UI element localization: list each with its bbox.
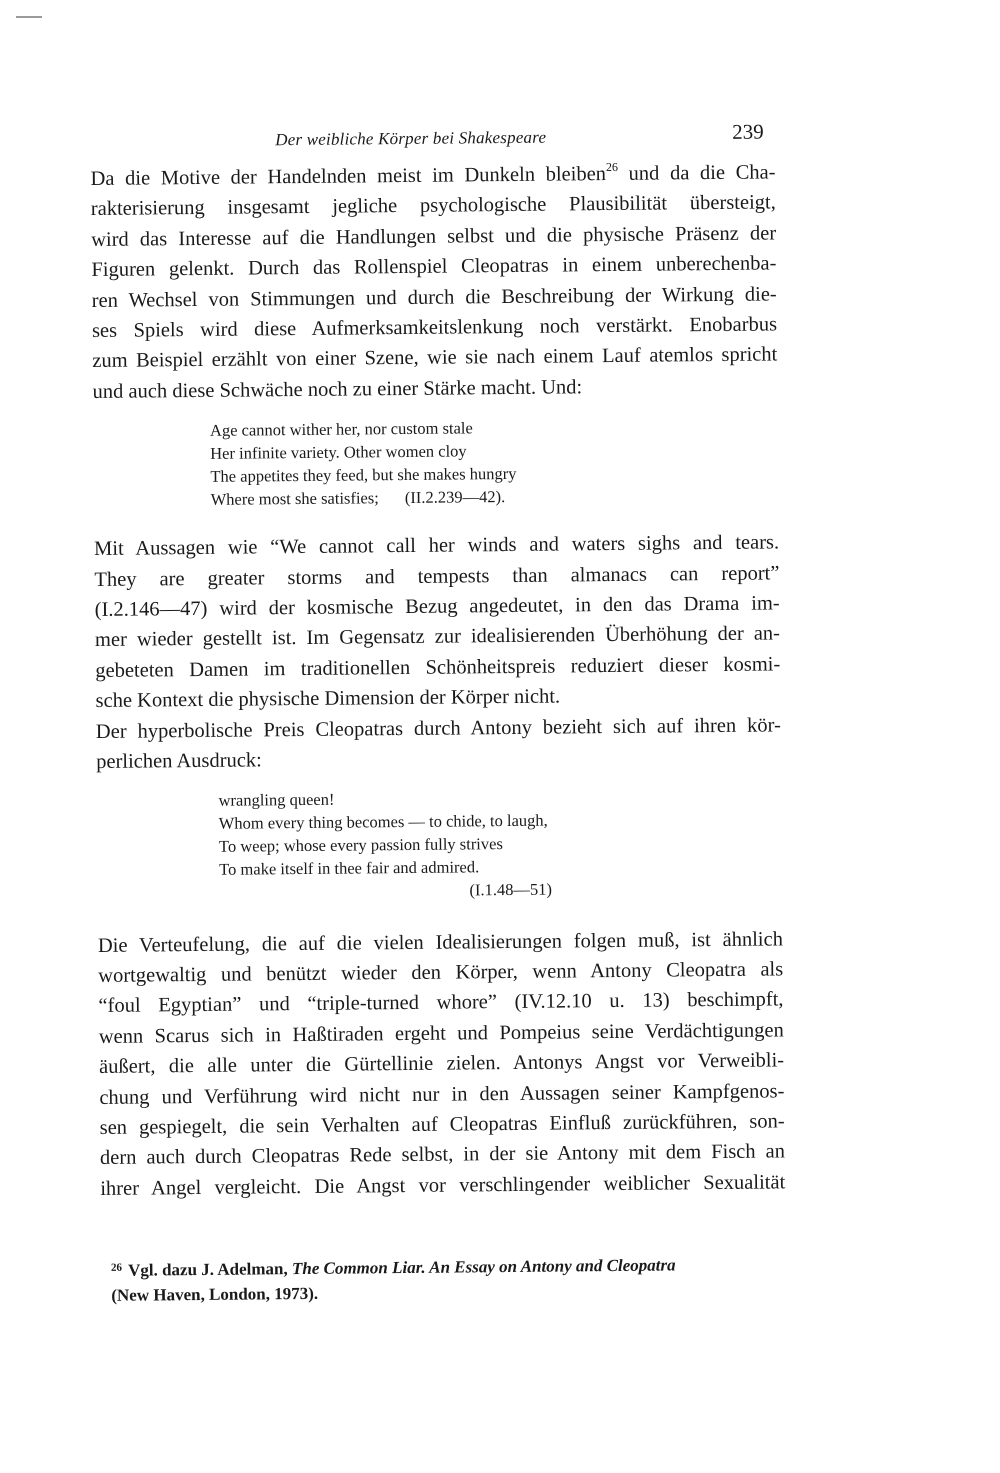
running-title: Der weibliche Körper bei Shakespeare	[275, 127, 547, 150]
paragraph-2	[94, 528, 781, 717]
verse-line: The appetites they feed, but she makes hungry	[210, 464, 517, 487]
text-line: und auch diese Schwäche noch zu einer Stärke macht. Und:	[92, 376, 583, 403]
text-line: “foul Egyptian” und “triple-turned whore” (IV.12.10 u. 13) beschimpft,	[98, 988, 784, 1018]
paragraph-3	[96, 710, 782, 777]
text-line: wird das Interesse auf die Handlungen selbst und die physische Präsenz der	[91, 222, 777, 251]
verse-line: Where most she satisfies; (II.2.239—42).	[210, 487, 506, 510]
scan-artifact-mark	[16, 16, 42, 18]
text-line: sen gespiegelt, die sein Verhalten auf Cleopatras Einfluß zurückführen, son-	[99, 1110, 785, 1139]
text-line: Mit Aussagen wie “We cannot call her winds and waters sighs and tears.	[94, 531, 780, 561]
text-line: ihrer Angel vergleicht. Die Angst vor verschlingender weiblicher Sexualität	[100, 1171, 786, 1200]
text-line: äußert, die alle unter die Gürtellinie zielen. Antonys Angst vor Verweibli-	[98, 1049, 785, 1079]
text-line: Der hyperbolische Preis Cleopatras durch Antony bezieht sich auf ihren kör-	[95, 714, 781, 743]
text-line: zum Beispiel erzählt von einer Szene, wie sie nach einem Lauf atemlos spricht	[92, 343, 778, 373]
text-line: chung und Verführung wird nicht nur in den Aussagen seiner Kampfgenos-	[99, 1079, 785, 1109]
footnote-number: 26	[110, 1261, 123, 1275]
text-line: (I.2.146—47) wird der kosmische Bezug angedeutet, in den das Drama im-	[94, 592, 780, 622]
text-line: perlichen Ausdruck:	[96, 749, 262, 774]
paragraph-4	[98, 924, 786, 1204]
text-line: ren Wechsel von Stimmungen und durch die Beschreibung der Wirkung die-	[91, 283, 777, 312]
verse-line: To make itself in thee fair and admired.	[219, 856, 480, 879]
verse-line: To weep; whose every passion fully strives	[218, 833, 503, 856]
footnote-reference: 26	[605, 159, 618, 175]
verse-line: wrangling queen!	[218, 789, 335, 810]
verse-line: Her infinite variety. Other women cloy	[210, 441, 467, 464]
text-line: They are greater storms and tempests than almanacs can report”	[94, 562, 780, 591]
text-line: sche Kontext die physische Dimension der Körper nicht.	[95, 685, 561, 713]
text-line: Figuren gelenkt. Durch das Rollenspiel Cleopatras in einem unberechenba-	[91, 252, 777, 282]
text-line: Da die Motive der Handelnden meist im Dunkeln bleiben$^{26}$ und da die Cha-	[90, 159, 776, 190]
text-line: dern auch durch Cleopatras Rede selbst, in der sie Antony mit dem Fisch an	[99, 1140, 786, 1170]
running-header	[90, 113, 775, 164]
footnote-26	[101, 1250, 786, 1309]
quote-citation: (II.2.239—42).	[404, 487, 506, 508]
footnote-line: (New Haven, London, 1973).	[111, 1284, 319, 1306]
paragraph-1	[90, 157, 777, 407]
verse-line: Whom every thing becomes — to chide, to laugh,	[218, 810, 548, 833]
book-page	[90, 113, 786, 1308]
text-line: mer wieder gestellt ist. Im Gegensatz zur idealisierenden Überhöhung der an-	[94, 622, 781, 652]
text-line: wenn Scarus sich in Haßtiraden ergeht und Pompeius seine Verdächtigungen	[98, 1019, 784, 1048]
verse-line: Age cannot wither her, nor custom stale	[209, 418, 473, 441]
block-quote-2	[218, 783, 782, 903]
footnote-book-title: The Common Liar. An Essay on Antony and Cleopatra	[291, 1255, 676, 1279]
footnote-line: $^{26}$ Vgl. dazu J. Adelman, The Common Liar. An Essay on Antony and Cleopatra	[110, 1255, 676, 1280]
text-line: Die Verteufelung, die auf die vielen Idealisierungen folgen muß, ist ähnlich	[97, 927, 783, 957]
text-line: rakterisierung insgesamt jegliche psychologische Plausibilität übersteigt,	[90, 191, 776, 221]
text-line: ses Spiels wird diese Aufmerksamkeitslenkung noch verstärkt. Enobarbus	[91, 313, 778, 343]
block-quote-1	[210, 414, 779, 511]
text-line: wortgewaltig und benützt wieder den Körper, wenn Antony Cleopatra als	[98, 958, 784, 987]
text-line: gebeteten Damen im traditionellen Schönheitspreis reduziert dieser kosmi-	[95, 653, 781, 682]
page-number: 239	[732, 119, 764, 144]
quote-citation: (I.1.48—51)	[469, 879, 552, 899]
